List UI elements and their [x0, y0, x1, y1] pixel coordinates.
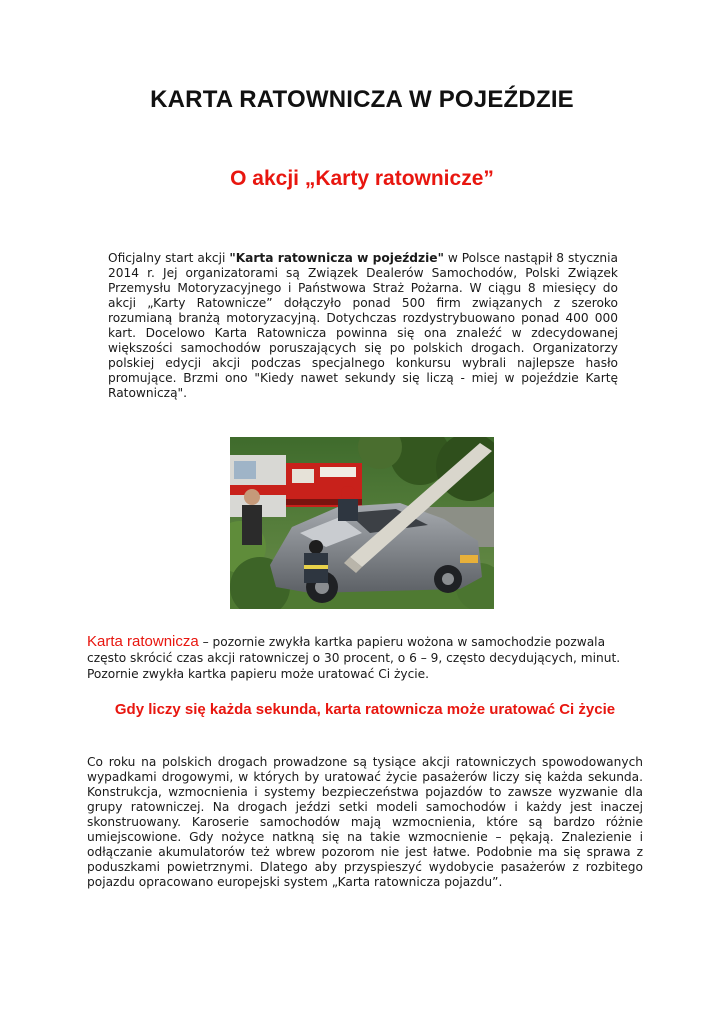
card-caption [87, 634, 643, 682]
page-subtitle: O akcji „Karty ratownicze” [230, 167, 494, 190]
body-paragraph: Co roku na polskich drogach prowadzone są tysiące akcji ratowniczych spowodowanych wypadkami drogowymi, w których by uratować życie pasażerów liczy się każda sekunda. Konstrukcja, wzmocnienia i systemy bezpieczeństwa pojazdów to zawsze wyzwanie dla grupy ratowniczej. Na drogach jeździ setki modeli samochodów i każdy jest inaczej skonstruowany. Karoserie samochodów mają wzmocnienia, które są bardzo różnie umiejscowione. Gdy nożyce natkną się na takie wzmocnienie – pękają. Znalezienie i odłączanie akumulatorów też wbrew pozorom nie jest łatwe. Podobnie ma się sprawa z poduszkami powietrznymi. Dlatego aby przyspieszyć wydobycie pasażerów z rozbitego pojazdu opracowano europejski system „Karta ratownicza pojazdu”. [87, 755, 643, 889]
section-heading: Gdy liczy się każda sekunda, karta ratownicza może uratować Ci życie [114, 701, 616, 718]
rescue-photo [230, 437, 494, 609]
intro-text-rest: w Polsce nastąpił 8 stycznia 2014 r. Jej organizatorami są Związek Dealerów Samochodów, Polski Związek Przemysłu Motoryzacyjnego i Państwowa Straż Pożarna. W ciągu 8 miesięcy do akcji „Karty Ratownicze” dołączyło ponad 500 firm związanych z szeroko rozumianą branżą motoryzacyjną. Dotychczas rozdystrybuowano ponad 400 000 kart. Docelowo Karta Ratownicza powinna się ona znaleźć w zdecydowanej większości samochodów poruszających się po polskich drogach. Organizatorzy polskiej edycji akcji podczas specjalnego konkursu wybrali najlepsze hasło promujące. Brzmi ono "Kiedy nawet sekundy się liczą - miej w pojeździe Kartę Ratowniczą". [108, 251, 619, 400]
caption-highlight: Karta ratownicza [87, 633, 199, 650]
caption-text: – pozornie zwykła kartka papieru wożona w samochodzie pozwala często skrócić czas akcji ratowniczej o 30 procent, o 6 – 9, często decydujących, minut. Pozornie zwykła kartka papieru może uratować Ci życie. [87, 635, 621, 681]
intro-text-start: Oficjalny start akcji [108, 251, 230, 265]
intro-bold-phrase: "Karta ratownicza w pojeździe" [229, 251, 444, 265]
intro-paragraph [108, 251, 618, 401]
rescue-scene-car-crash-icon [230, 437, 494, 609]
page-title: KARTA RATOWNICZA W POJEŹDZIE [150, 86, 574, 113]
